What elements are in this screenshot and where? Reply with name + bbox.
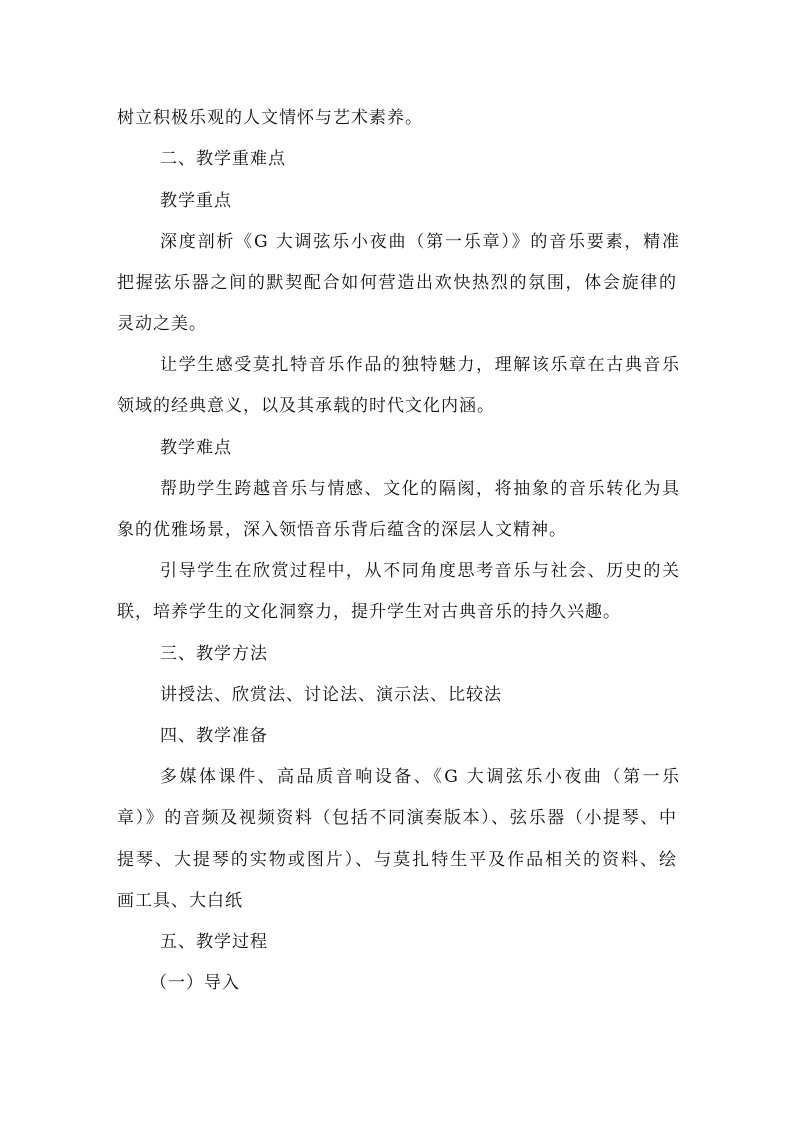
paragraph-line: 画工具、大白纸: [117, 891, 243, 911]
paragraph-line: 帮助学生跨越音乐与情感、文化的隔阂，将抽象的音乐转化为具: [160, 479, 680, 499]
subsection-heading: 教学难点: [160, 438, 232, 458]
paragraph-line: 让学生感受莫扎特音乐作品的独特魅力，理解该乐章在古典音乐: [160, 355, 680, 375]
section-heading: 五、教学过程: [160, 932, 268, 952]
paragraph-line: 多媒体课件、高品质音响设备、《G 大调弦乐小夜曲（第一乐: [160, 767, 680, 787]
paragraph-line: 讲授法、欣赏法、讨论法、演示法、比较法: [160, 685, 502, 705]
subsection-heading: 教学重点: [160, 191, 232, 211]
paragraph-line: 把握弦乐器之间的默契配合如何营造出欢快热烈的氛围，体会旋律的: [117, 273, 677, 293]
paragraph-line: 提琴、大提琴的实物或图片）、与莫扎特生平及作品相关的资料、绘: [117, 850, 677, 870]
paragraph-line: 灵动之美。: [117, 314, 207, 334]
section-heading: 四、教学准备: [160, 726, 268, 746]
paragraph-line: 深度剖析《G 大调弦乐小夜曲（第一乐章）》的音乐要素，精准: [160, 232, 680, 252]
paragraph-line: 象的优雅场景，深入领悟音乐背后蕴含的深层人文精神。: [117, 520, 567, 540]
paragraph-line: 引导学生在欣赏过程中，从不同角度思考音乐与社会、历史的关: [160, 561, 680, 581]
paragraph-line: 领域的经典意义，以及其承载的时代文化内涵。: [117, 396, 495, 416]
paragraph-line: 章）》的音频及视频资料（包括不同演奏版本）、弦乐器（小提琴、中: [117, 808, 677, 828]
paragraph-line: 树立积极乐观的人文情怀与艺术素养。: [117, 108, 423, 128]
subsection-heading: （一）导入: [150, 973, 240, 993]
section-heading: 二、教学重难点: [160, 149, 286, 169]
paragraph-line: 联，培养学生的文化洞察力，提升学生对古典音乐的持久兴趣。: [117, 602, 621, 622]
section-heading: 三、教学方法: [160, 644, 268, 664]
